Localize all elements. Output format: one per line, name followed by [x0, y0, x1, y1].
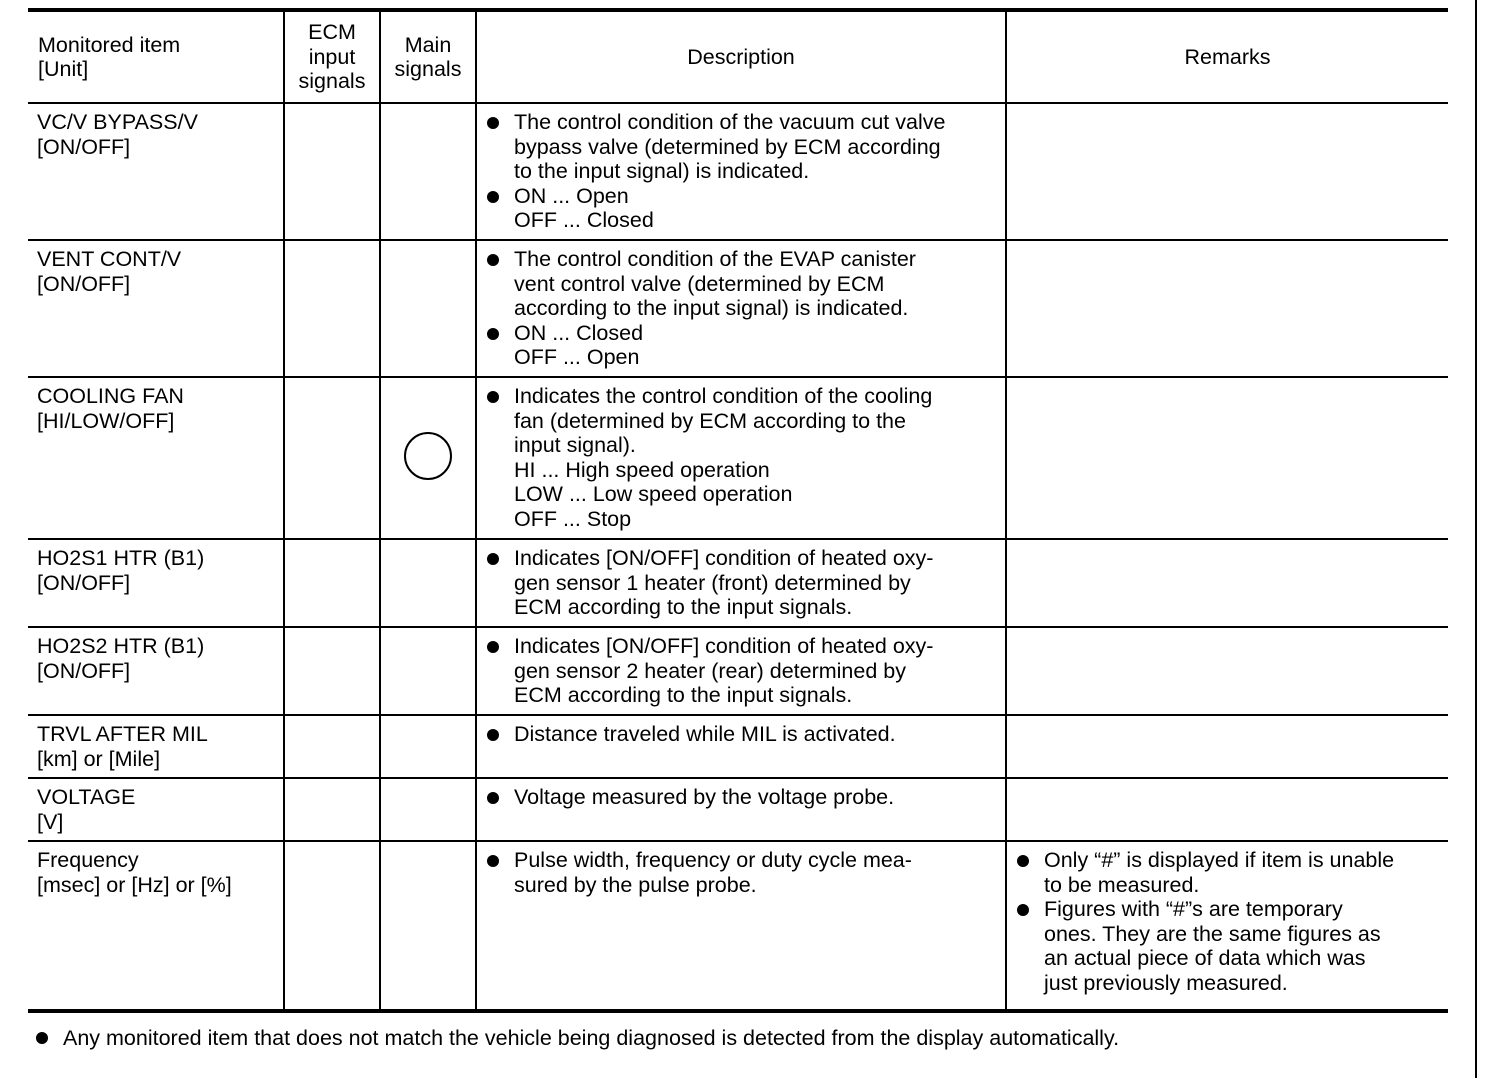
ecm-input-signal-cell — [284, 377, 380, 539]
description-cell — [476, 715, 1006, 778]
monitored-item-text: VC/V BYPASS/V [ON/OFF] — [37, 110, 198, 159]
description-list-item: Distance traveled while MIL is activated. — [485, 722, 999, 747]
monitored-item-cell — [28, 627, 284, 715]
remarks-cell — [1006, 103, 1448, 240]
main-signal-cell — [380, 539, 476, 627]
description-list-item: Pulse width, frequency or duty cycle mea- sured by the pulse probe. — [485, 848, 999, 897]
description-cell — [476, 841, 1006, 1011]
circle-mark-icon — [404, 432, 452, 480]
remarks-cell — [1006, 240, 1448, 377]
monitored-item-cell — [28, 377, 284, 539]
main-signal-cell — [380, 627, 476, 715]
ecm-input-signal-cell — [284, 778, 380, 841]
monitored-item-cell — [28, 539, 284, 627]
monitored-item-cell — [28, 103, 284, 240]
description-cell — [476, 539, 1006, 627]
description-list — [485, 384, 999, 531]
description-list-item: Indicates the control condition of the cooling fan (determined by ECM according to the input signal). HI ... High speed operation LOW ... Low speed operation OFF ... Stop — [485, 384, 999, 531]
description-list — [485, 848, 999, 897]
description-list-item: Indicates [ON/OFF] condition of heated oxy- gen sensor 2 heater (rear) determined by ECM according to the input signals. — [485, 634, 999, 708]
monitored-item-text: VOLTAGE [V] — [37, 785, 136, 834]
description-list — [485, 546, 999, 620]
description-list — [485, 722, 999, 747]
main-signal-cell — [380, 715, 476, 778]
monitored-items-table — [28, 8, 1448, 1013]
page-edge-rule — [1475, 0, 1477, 1078]
description-cell — [476, 240, 1006, 377]
monitored-item-text: HO2S1 HTR (B1) [ON/OFF] — [37, 546, 205, 595]
description-cell — [476, 377, 1006, 539]
main-signal-cell — [380, 103, 476, 240]
monitored-item-text: HO2S2 HTR (B1) [ON/OFF] — [37, 634, 205, 683]
remarks-cell — [1006, 377, 1448, 539]
monitored-item-text: VENT CONT/V [ON/OFF] — [37, 247, 182, 296]
table-row — [28, 103, 1448, 240]
description-list-item: ON ... Closed OFF ... Open — [485, 321, 999, 370]
bullet-icon — [36, 1032, 48, 1044]
monitored-item-cell — [28, 841, 284, 1011]
description-list-item: The control condition of the EVAP canister vent control valve (determined by ECM according to the input signal) is indicated. — [485, 247, 999, 321]
description-list — [485, 634, 999, 708]
header-ecm-input-signals: ECM input signals — [284, 10, 380, 103]
monitored-item-cell — [28, 715, 284, 778]
table-row — [28, 539, 1448, 627]
monitored-item-text: TRVL AFTER MIL [km] or [Mile] — [37, 722, 208, 771]
description-list-item: Voltage measured by the voltage probe. — [485, 785, 999, 810]
monitor-table-sheet — [28, 8, 1448, 1013]
remarks-cell — [1006, 539, 1448, 627]
monitored-item-cell — [28, 240, 284, 377]
monitored-item-text: Frequency [msec] or [Hz] or [%] — [37, 848, 232, 897]
remarks-list-item: Figures with “#”s are temporary ones. They are the same figures as an actual piece of data which was just previously measured. — [1015, 897, 1442, 995]
description-cell — [476, 103, 1006, 240]
remarks-list-item: Only “#” is displayed if item is unable to be measured. — [1015, 848, 1442, 897]
remarks-list — [1015, 848, 1442, 995]
remarks-cell — [1006, 778, 1448, 841]
table-row — [28, 240, 1448, 377]
footnote — [36, 1024, 1119, 1052]
description-list-item: The control condition of the vacuum cut valve bypass valve (determined by ECM according to the input signal) is indicated. — [485, 110, 999, 184]
monitored-item-cell — [28, 778, 284, 841]
description-list-item: Indicates [ON/OFF] condition of heated oxy- gen sensor 1 heater (front) determined by ECM according to the input signals. — [485, 546, 999, 620]
table-header-row — [28, 10, 1448, 103]
table-row — [28, 778, 1448, 841]
ecm-input-signal-cell — [284, 103, 380, 240]
ecm-input-signal-cell — [284, 627, 380, 715]
remarks-cell — [1006, 715, 1448, 778]
footnote-text: Any monitored item that does not match the vehicle being diagnosed is detected from the display automatically. — [63, 1026, 1120, 1050]
ecm-input-signal-cell — [284, 841, 380, 1011]
description-list — [485, 785, 999, 810]
header-description: Description — [476, 10, 1006, 103]
description-list-item: ON ... Open OFF ... Closed — [485, 184, 999, 233]
description-cell — [476, 778, 1006, 841]
main-signal-cell — [380, 841, 476, 1011]
table-row — [28, 715, 1448, 778]
header-main-signals: Main signals — [380, 10, 476, 103]
monitored-item-text: COOLING FAN [HI/LOW/OFF] — [37, 384, 184, 433]
description-list — [485, 110, 999, 233]
remarks-cell — [1006, 627, 1448, 715]
ecm-input-signal-cell — [284, 539, 380, 627]
table-row — [28, 377, 1448, 539]
table-row — [28, 627, 1448, 715]
header-remarks: Remarks — [1006, 10, 1448, 103]
table-row — [28, 841, 1448, 1011]
main-signal-cell — [380, 377, 476, 539]
main-signal-cell — [380, 778, 476, 841]
description-cell — [476, 627, 1006, 715]
header-monitored-item: Monitored item [Unit] — [28, 10, 284, 103]
remarks-cell — [1006, 841, 1448, 1011]
ecm-input-signal-cell — [284, 715, 380, 778]
description-list — [485, 247, 999, 370]
main-signal-cell — [380, 240, 476, 377]
ecm-input-signal-cell — [284, 240, 380, 377]
